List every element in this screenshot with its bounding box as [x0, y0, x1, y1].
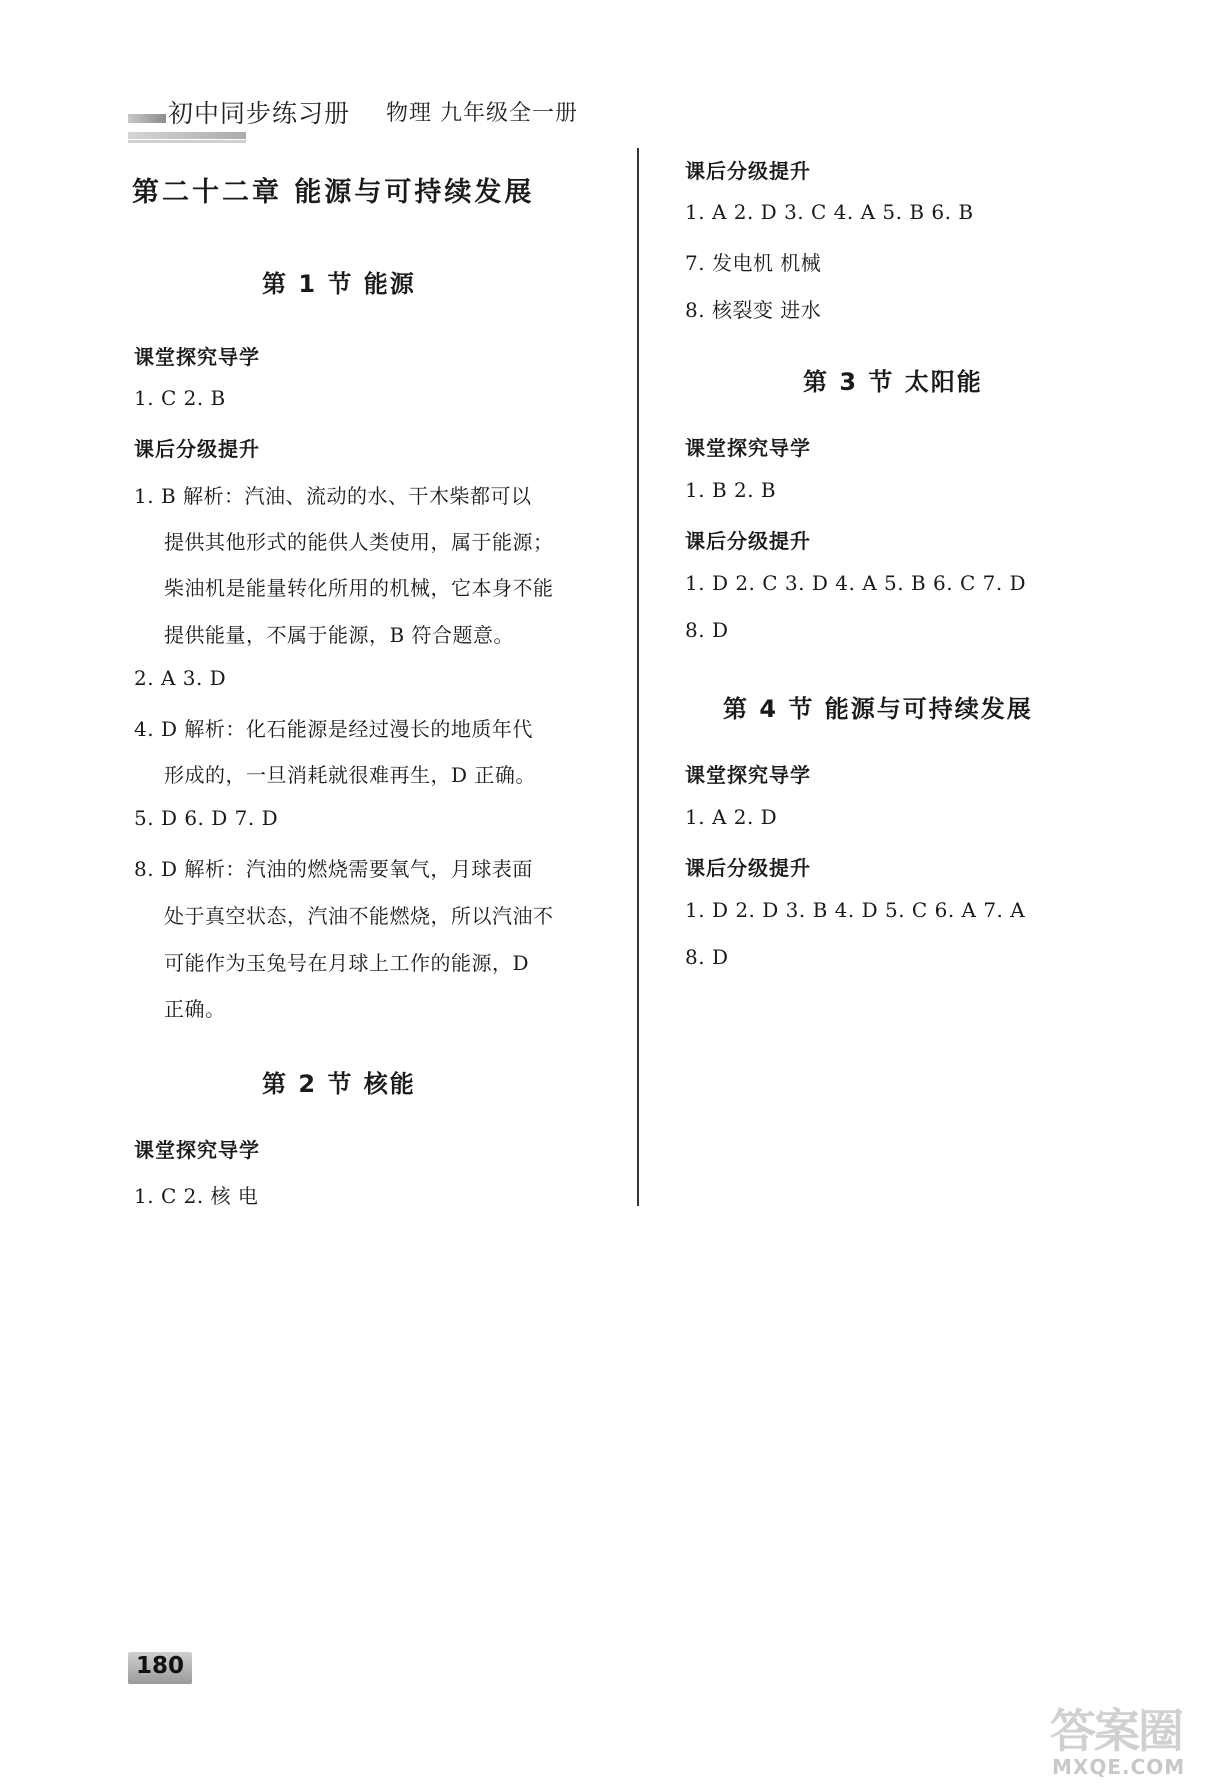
- answer-line: 1. C 2. B: [134, 386, 226, 410]
- answer-line: 8. D: [685, 618, 729, 642]
- column-divider: [637, 148, 639, 1206]
- header-decoration-bar: [128, 114, 166, 123]
- answer-line: 1. D 2. D 3. B 4. D 5. C 6. A 7. A: [685, 898, 1026, 922]
- answer-line: 7. 发电机 机械: [685, 251, 822, 275]
- section-title-3: 第 3 节 太阳能: [803, 368, 983, 396]
- answer-line: 处于真空状态，汽油不能燃烧，所以汽油不: [164, 904, 554, 928]
- watermark-logo: [1050, 1695, 1218, 1785]
- subhead-in-class: 课堂探究导学: [685, 436, 811, 460]
- answer-line: 1. A 2. D 3. C 4. A 5. B 6. B: [685, 200, 974, 224]
- watermark-url: MXQE.COM: [1052, 1755, 1186, 1779]
- subhead-after-class: 课后分级提升: [134, 437, 260, 461]
- answer-line: 可能作为玉兔号在月球上工作的能源，D: [164, 951, 530, 975]
- answer-line: 4. D 解析：化石能源是经过漫长的地质年代: [134, 717, 533, 741]
- chapter-title: 第二十二章 能源与可持续发展: [132, 177, 535, 208]
- page-number: 180: [135, 1653, 184, 1679]
- subhead-after-class: 课后分级提升: [685, 529, 811, 553]
- running-header: [128, 92, 648, 152]
- answer-line: 1. B 2. B: [685, 478, 777, 502]
- subhead-in-class: 课堂探究导学: [685, 763, 811, 787]
- answer-line: 形成的，一旦消耗就很难再生，D 正确。: [164, 763, 536, 787]
- answer-line: 5. D 6. D 7. D: [134, 806, 279, 830]
- answer-line: 1. A 2. D: [685, 805, 778, 829]
- subhead-after-class: 课后分级提升: [685, 856, 811, 880]
- section-title-1: 第 1 节 能源: [262, 270, 416, 298]
- answer-line: 正确。: [164, 997, 226, 1021]
- answer-line: 8. D: [685, 945, 729, 969]
- header-decoration-underline-thin: [128, 140, 246, 143]
- answer-line: 1. B 解析：汽油、流动的水、干木柴都可以: [134, 484, 532, 508]
- header-decoration-underline: [128, 132, 246, 139]
- section-title-4: 第 4 节 能源与可持续发展: [723, 695, 1033, 723]
- answer-line: 提供能量，不属于能源，B 符合题意。: [164, 623, 515, 647]
- subhead-after-class: 课后分级提升: [685, 159, 811, 183]
- subhead-in-class: 课堂探究导学: [134, 1138, 260, 1162]
- book-title: 初中同步练习册: [168, 99, 351, 128]
- watermark-text: 答案圈: [1050, 1704, 1182, 1758]
- answer-line: 1. D 2. C 3. D 4. A 5. B 6. C 7. D: [685, 571, 1027, 595]
- subhead-in-class: 课堂探究导学: [134, 345, 260, 369]
- answer-line: 2. A 3. D: [134, 666, 227, 690]
- answer-line: 柴油机是能量转化所用的机械，它本身不能: [164, 576, 554, 600]
- answer-line: 提供其他形式的能供人类使用，属于能源；: [164, 530, 554, 554]
- answer-line: 8. D 解析：汽油的燃烧需要氧气，月球表面: [134, 857, 533, 881]
- section-title-2: 第 2 节 核能: [262, 1070, 416, 1098]
- book-subject: 物理 九年级全一册: [386, 101, 578, 126]
- answer-line: 8. 核裂变 进水: [685, 298, 822, 322]
- page-number-badge: [128, 1652, 192, 1684]
- answer-line: 1. C 2. 核 电: [134, 1184, 259, 1208]
